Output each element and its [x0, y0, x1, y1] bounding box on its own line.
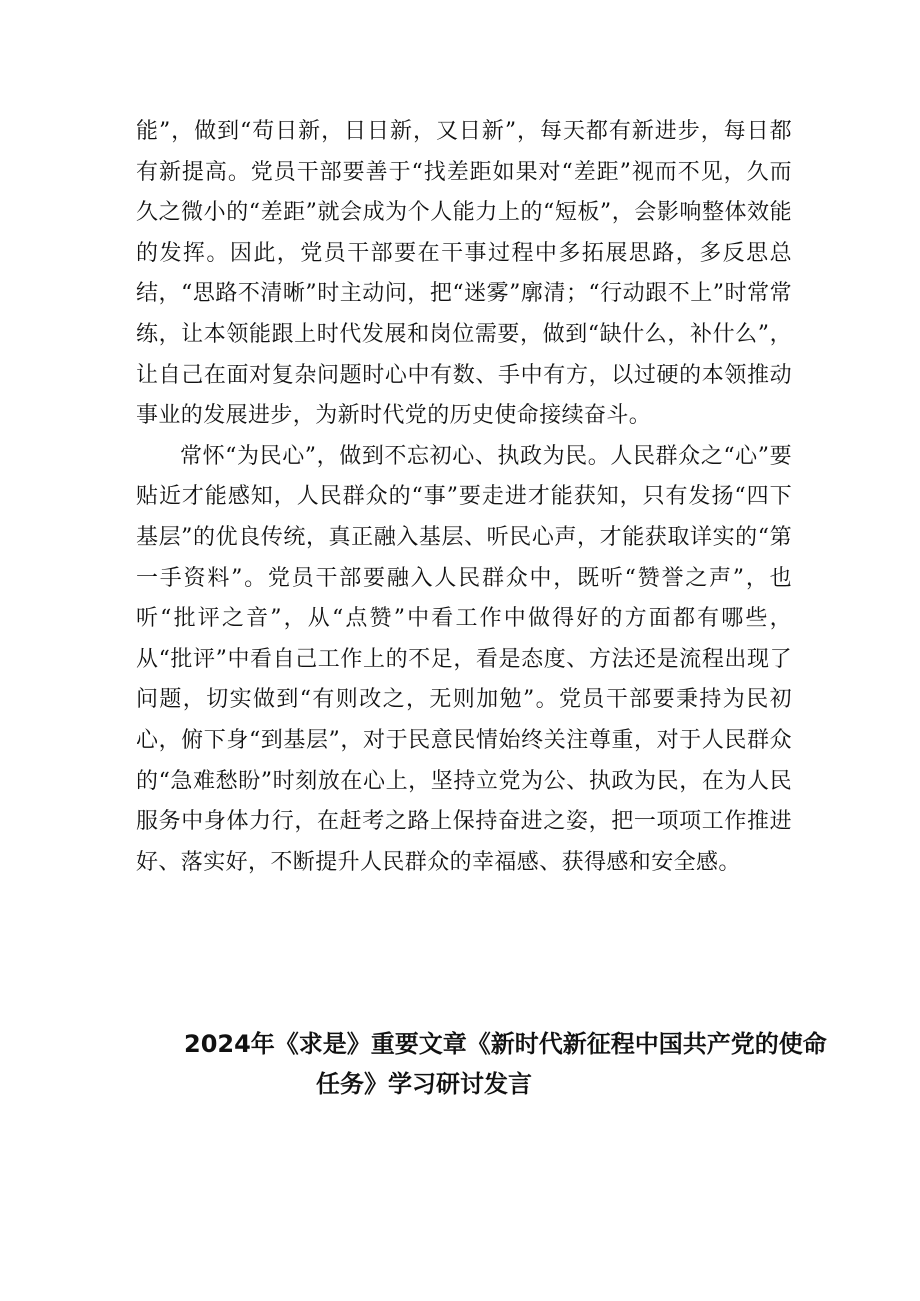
paragraph-continuation: 能”，做到“苟日新，日日新，又日新”，每天都有新进步，每日都有新提高。党员干部要善于“找差距如果对“差距”视而不见，久而久之微小的“差距”就会成为个人能力上的“短板”，会影响整体效能的发挥。因此，党员干部要在干事过程中多拓展思路，多反思总结，“思路不清晰”时主动问，把“迷雾”廓清；“行动跟不上”时常常练，让本领能跟上时代发展和岗位需要，做到“缺什么，补什么”，让自己在面对复杂问题时心中有数、手中有方，以过硬的本领推动事业的发展进步，为新时代党的历史使命接续奋斗。 — [136, 119, 792, 429]
heading-line-2: 任务》学习研讨发言 — [316, 1070, 532, 1098]
heading-line-1: 2024年《求是》重要文章《新时代新征程中国共产党的使命 — [184, 1030, 827, 1058]
document-body — [136, 112, 792, 883]
section-heading — [136, 1024, 827, 1104]
paragraph-people-heart: 常怀“为民心”，做到不忘初心、执政为民。人民群众之“心”要贴近才能感知，人民群众的“事”要走进才能获知，只有发扬“四下基层”的优良传统，真正融入基层、听民心声，才能获取详实的“第一手资料”。党员干部要融入人民群众中，既听“赞誉之声”，也听“批评之音”，从“点赞”中看工作中做得好的方面都有哪些，从“批评”中看自己工作上的不足，看是态度、方法还是流程出现了问题，切实做到“有则改之，无则加勉”。党员干部要秉持为民初心，俯下身“到基层”，对于民意民情始终关注尊重，对于人民群众的“急难愁盼”时刻放在心上，坚持立党为公、执政为民，在为人民服务中身体力行，在赶考之路上保持奋进之姿，把一项项工作推进好、落实好，不断提升人民群众的幸福感、获得感和安全感。 — [136, 443, 792, 875]
